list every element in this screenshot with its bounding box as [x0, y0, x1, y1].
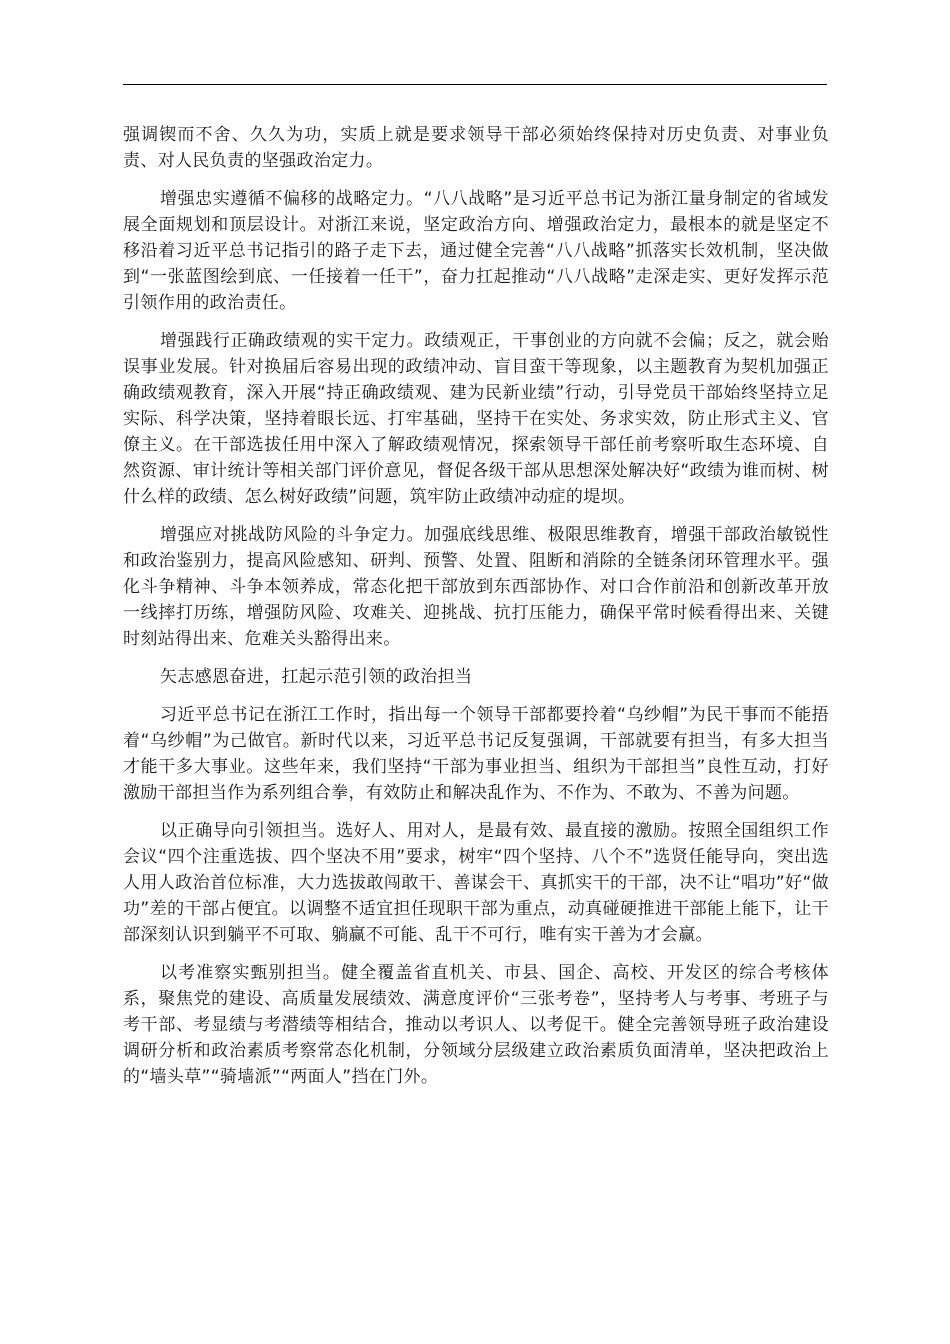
section-heading: 矢志感恩奋进，扛起示范引领的政治担当	[160, 667, 473, 687]
paragraph-performance-view: 增强践行正确政绩观的实干定力。政绩观正，干事创业的方向就不会偏；反之，就会贻误事业发展。针对换届后容易出现的政绩冲动、盲目蛮干等现象，以主题教育为契机加强正确政绩观教育，深入开展“持正确政绩观、建为民新业绩”行动，引导党员干部始终坚持立足实际、科学决策，坚持着眼长远、打牢基础，坚持干在实处、务求实效，防止形式主义、官僚主义。在干部选拔任用中深入了解政绩观情况，探索领导干部任前考察听取生态环境、自然资源、审计统计等相关部门评价意见，督促各级干部从思想深处解决好“政绩为谁而树、树什么样的政绩、怎么树好政绩”问题，筑牢防止政绩冲动症的堤坝。	[123, 331, 829, 507]
paragraph-continuation: 强调锲而不舍、久久为功，实质上就是要求领导干部必须始终保持对历史负责、对事业负责、对人民负责的坚强政治定力。	[123, 125, 829, 171]
document-body	[123, 122, 829, 1102]
paragraph-assessment: 以考准察实甄别担当。健全覆盖省直机关、市县、国企、高校、开发区的综合考核体系，聚焦党的建设、高质量发展绩效、满意度评价“三张考卷”，坚持考人与考事、考班子与考干部、考显绩与考潜绩等相结合，推动以考识人、以考促干。健全完善领导班子政治建设调研分析和政治素质考察常态化机制，分领域分层级建立政治素质负面清单，坚决把政治上的“墙头草”“骑墙派”“两面人”挡在门外。	[123, 963, 829, 1087]
paragraph-responsibility: 习近平总书记在浙江工作时，指出每一个领导干部都要拎着“乌纱帽”为民干事而不能捂着“乌纱帽”为己做官。新时代以来，习近平总书记反复强调，干部就要有担当，有多大担当才能干多大事业。这些年来，我们坚持“干部为事业担当、组织为干部担当”良性互动，打好激励干部担当作为系列组合拳，有效防止和解决乱作为、不作为、不敢为、不善为问题。	[123, 705, 829, 803]
header-rule	[123, 84, 827, 85]
paragraph-risk-struggle: 增强应对挑战防风险的斗争定力。加强底线思维、极限思维教育，增强干部政治敏锐性和政治鉴别力，提高风险感知、研判、预警、处置、阻断和消除的全链条闭环管理水平。强化斗争精神、斗争本领养成，常态化把干部放到东西部协作、对口合作前沿和创新改革开放一线摔打历练，增强防风险、攻难关、迎挑战、抗打压能力，确保平常时候看得出来、关键时刻站得出来、危难关头豁得出来。	[123, 525, 829, 649]
paragraph-correct-orientation: 以正确导向引领担当。选好人、用对人，是最有效、最直接的激励。按照全国组织工作会议“四个注重选拔、四个坚决不用”要求，树牢“四个坚持、八个不”选贤任能导向，突出选人用人政治首位标准，大力选拔敢闯敢干、善谋会干、真抓实干的干部，决不让“唱功”好“做功”差的干部占便宜。以调整不适宜担任现职干部为重点，动真碰硬推进干部能上能下，让干部深刻认识到躺平不可取、躺赢不可能、乱干不可行，唯有实干善为才会赢。	[123, 821, 829, 945]
paragraph-strategic-focus: 增强忠实遵循不偏移的战略定力。“八八战略”是习近平总书记为浙江量身制定的省域发展全面规划和顶层设计。对浙江来说，坚定政治方向、增强政治定力，最根本的就是坚定不移沿着习近平总书记指引的路子走下去，通过健全完善“八八战略”抓落实长效机制，坚决做到“一张蓝图绘到底、一任接着一任干”，奋力扛起推动“八八战略”走深走实、更好发挥示范引领作用的政治责任。	[123, 189, 829, 313]
